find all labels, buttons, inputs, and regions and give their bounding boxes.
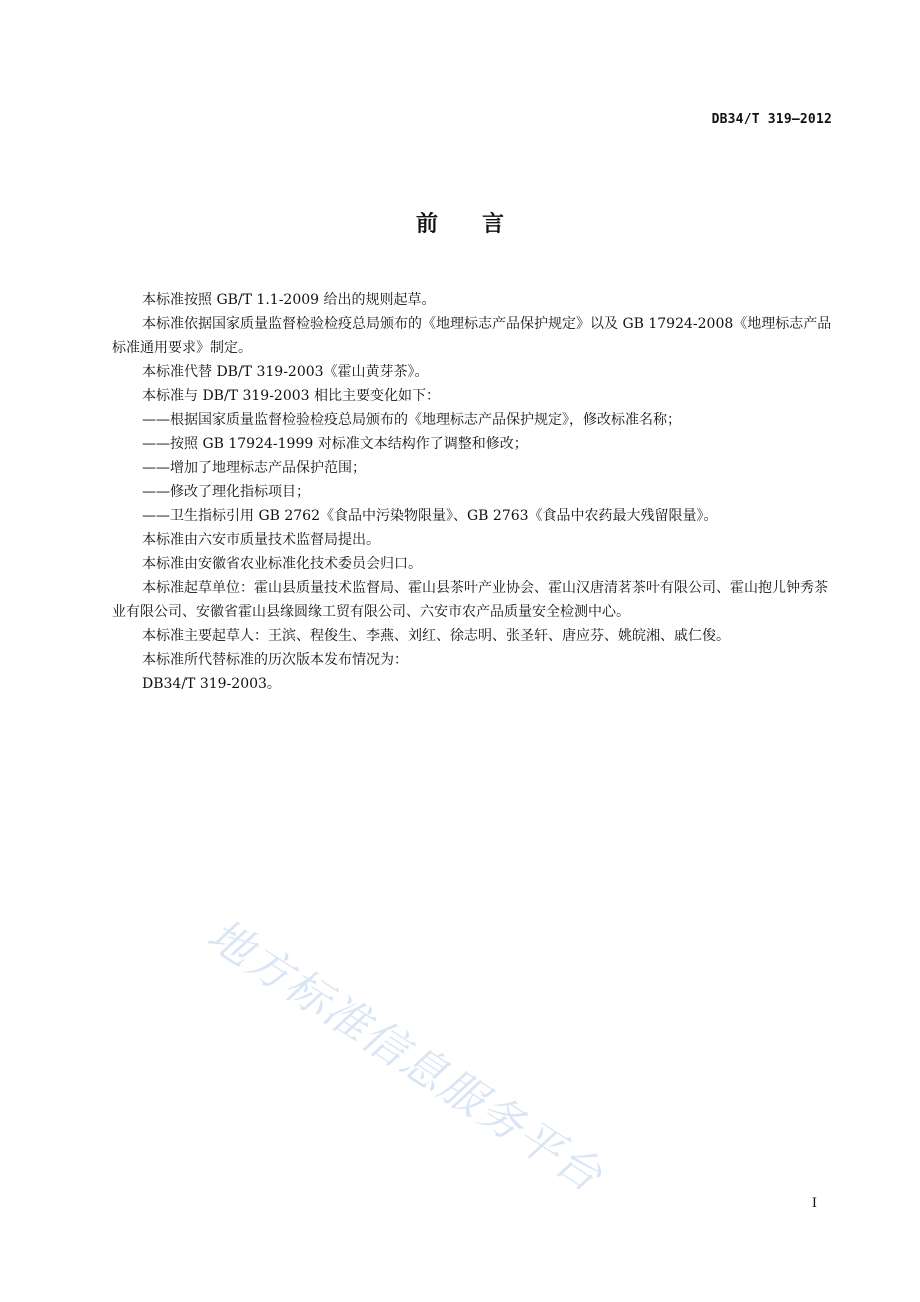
change-item: ——增加了地理标志产品保护范围； (142, 460, 366, 476)
watermark: 地方标准信息服务平台 (198, 909, 612, 1203)
paragraph-drafting-rules: 本标准按照 GB/T 1.1-2009 给出的规则起草。 (142, 292, 436, 308)
paragraph-drafters: 本标准主要起草人：王滨、程俊生、李燕、刘红、徐志明、张圣轩、唐应芬、姚皖湘、戚仁俊。 (142, 628, 730, 644)
paragraph-previous-editions: 本标准所代替标准的历次版本发布情况为： (142, 652, 408, 668)
paragraph-drafting-units: 本标准起草单位：霍山县质量技术监督局、霍山县茶叶产业协会、霍山汉唐清茗茶叶有限公司、霍山抱儿钟秀茶业有限公司、安徽省霍山县缘圆缘工贸有限公司、六安市农产品质量安全检测中心。 (112, 580, 828, 620)
paragraph-changes-intro: 本标准与 DB/T 319-2003 相比主要变化如下： (142, 388, 440, 404)
paragraph-under-jurisdiction: 本标准由安徽省农业标准化技术委员会归口。 (142, 556, 422, 572)
page-title: 前言 (415, 212, 548, 237)
change-item: ——按照 GB 17924-1999 对标准文本结构作了调整和修改； (142, 436, 528, 452)
paragraph-basis: 本标准依据国家质量监督检验检疫总局颁布的《地理标志产品保护规定》以及 GB 17924-2008《地理标志产品标准通用要求》制定。 (112, 316, 832, 356)
paragraph-replaces: 本标准代替 DB/T 319-2003《霍山黄芽茶》。 (142, 364, 429, 380)
page-number: I (811, 1196, 817, 1211)
change-item: ——根据国家质量监督检验检疫总局颁布的《地理标志产品保护规定》，修改标准名称； (142, 412, 681, 428)
paragraph-proposed-by: 本标准由六安市质量技术监督局提出。 (142, 532, 380, 548)
change-item: ——卫生指标引用 GB 2762《食品中污染物限量》、GB 2763《食品中农药最大残留限量》。 (142, 508, 718, 524)
change-item: ——修改了理化指标项目； (142, 484, 310, 500)
preface-body (112, 288, 832, 696)
document-code: DB34/T 319—2012 (711, 112, 832, 127)
paragraph-previous-edition-code: DB34/T 319-2003。 (142, 676, 281, 692)
